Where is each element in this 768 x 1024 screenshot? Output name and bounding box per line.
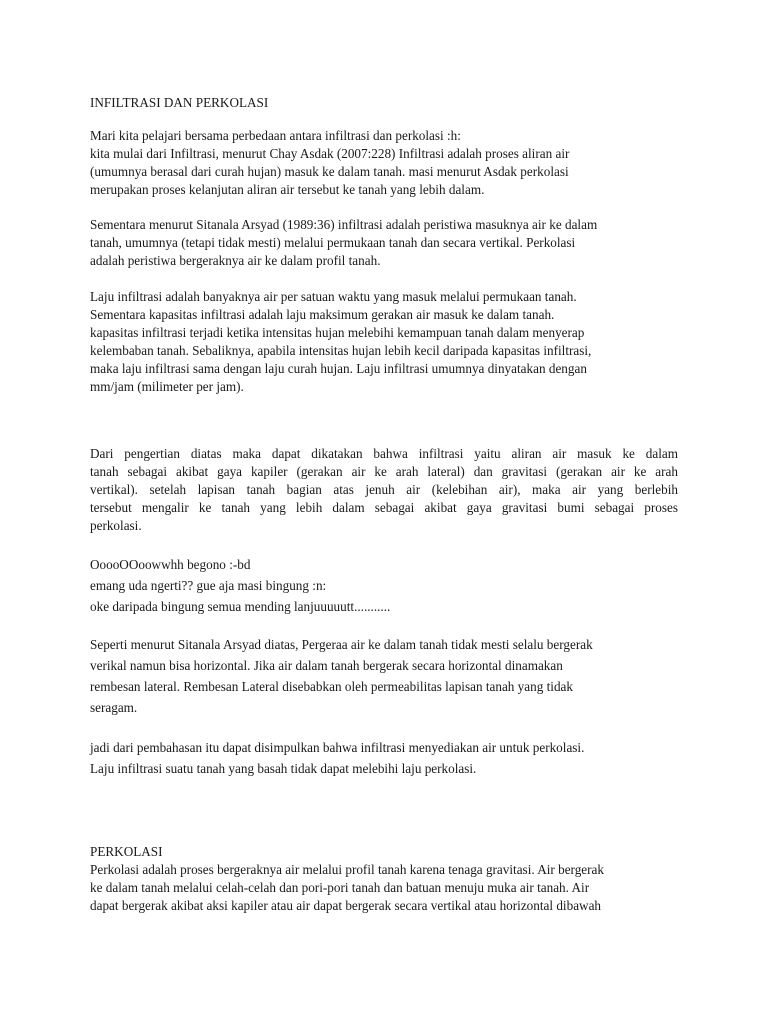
text-line: Sementara menurut Sitanala Arsyad (1989:36) infiltrasi adalah peristiwa masuknya air ke dalam bbox=[90, 217, 598, 232]
text-line: tanah, umumnya (tetapi tidak mesti) melalui permukaan tanah dan secara vertikal. Perkolasi bbox=[90, 235, 576, 250]
text-line: Perkolasi adalah proses bergeraknya air melalui profil tanah karena tenaga gravitasi. Air bergerak bbox=[90, 862, 604, 877]
text-line: mm/jam (milimeter per jam). bbox=[90, 379, 244, 394]
text-line: verikal namun bisa horizontal. Jika air dalam tanah bergerak secara horizontal dinamakan bbox=[90, 658, 563, 673]
sitanala-paragraph bbox=[90, 216, 690, 270]
text-line: jadi dari pembahasan itu dapat disimpulkan bahwa infiltrasi menyediakan air untuk perkolasi. bbox=[90, 740, 585, 755]
intro-paragraph bbox=[90, 127, 690, 199]
text-line: ke dalam tanah melalui celah-celah dan pori-pori tanah dan batuan menuju muka air tanah. Air bbox=[90, 880, 590, 895]
text-line: oke daripada bingung semua mending lanjuuuuutt........... bbox=[90, 599, 391, 614]
text-line: vertikal). setelah lapisan tanah bagian atas jenuh air (kelebihan air), maka air yang berlebih bbox=[90, 482, 678, 497]
casual-paragraph bbox=[90, 554, 690, 617]
text-line: kita mulai dari Infiltrasi, menurut Chay Asdak (2007:228) Infiltrasi adalah proses aliran air bbox=[90, 146, 570, 161]
section-heading: PERKOLASI bbox=[90, 844, 163, 859]
text-line: Laju infiltrasi adalah banyaknya air per satuan waktu yang masuk melalui permukaan tanah. bbox=[90, 289, 577, 304]
text-line: Seperti menurut Sitanala Arsyad diatas, Pergeraa air ke dalam tanah tidak mesti selalu bergerak bbox=[90, 637, 593, 652]
pengertian-paragraph bbox=[90, 445, 678, 535]
text-line: maka laju infiltrasi sama dengan laju curah hujan. Laju infiltrasi umumnya dinyatakan dengan bbox=[90, 361, 587, 376]
text-line: OoooOOoowwhh begono :-bd bbox=[90, 557, 251, 572]
laju-paragraph bbox=[90, 288, 690, 396]
text-line: (umumnya berasal dari curah hujan) masuk ke dalam tanah. masi menurut Asdak perkolasi bbox=[90, 164, 569, 179]
text-line: adalah peristiwa bergeraknya air ke dalam profil tanah. bbox=[90, 253, 381, 268]
text-line: Sementara kapasitas infiltrasi adalah laju maksimum gerakan air masuk ke dalam tanah. bbox=[90, 307, 555, 322]
perkolasi-section bbox=[90, 843, 690, 915]
text-line: Mari kita pelajari bersama perbedaan antara infiltrasi dan perkolasi :h: bbox=[90, 128, 461, 143]
kesimpulan-paragraph bbox=[90, 737, 690, 779]
text-line: tanah sebagai akibat gaya kapiler (gerakan air ke arah lateral) dan gravitasi (gerakan air ke arah bbox=[90, 464, 678, 479]
text-line: dapat bergerak akibat aksi kapiler atau air dapat bergerak secara vertikal atau horizontal dibawah bbox=[90, 898, 602, 913]
document-title: INFILTRASI DAN PERKOLASI bbox=[90, 95, 269, 110]
text-line: kelembaban tanah. Sebaliknya, apabila intensitas hujan lebih kecil daripada kapasitas infiltrasi, bbox=[90, 343, 592, 358]
text-line: perkolasi. bbox=[90, 518, 142, 533]
text-line: Laju infiltrasi suatu tanah yang basah tidak dapat melebihi laju perkolasi. bbox=[90, 761, 477, 776]
text-line: kapasitas infiltrasi terjadi ketika intensitas hujan melebihi kemampuan tanah dalam menyerap bbox=[90, 325, 585, 340]
text-line: rembesan lateral. Rembesan Lateral disebabkan oleh permeabilitas lapisan tanah yang tidak bbox=[90, 679, 573, 694]
document-title-block bbox=[90, 94, 690, 112]
text-line: merupakan proses kelanjutan aliran air tersebut ke tanah yang lebih dalam. bbox=[90, 182, 485, 197]
text-line: seragam. bbox=[90, 700, 138, 715]
text-line: tersebut mengalir ke tanah yang lebih dalam sebagai akibat gaya gravitasi bumi sebagai proses bbox=[90, 500, 678, 515]
text-line: emang uda ngerti?? gue aja masi bingung :n: bbox=[90, 578, 327, 593]
seperti-paragraph bbox=[90, 634, 690, 718]
text-line: Dari pengertian diatas maka dapat dikatakan bahwa infiltrasi yaitu aliran air masuk ke dalam bbox=[90, 446, 678, 461]
